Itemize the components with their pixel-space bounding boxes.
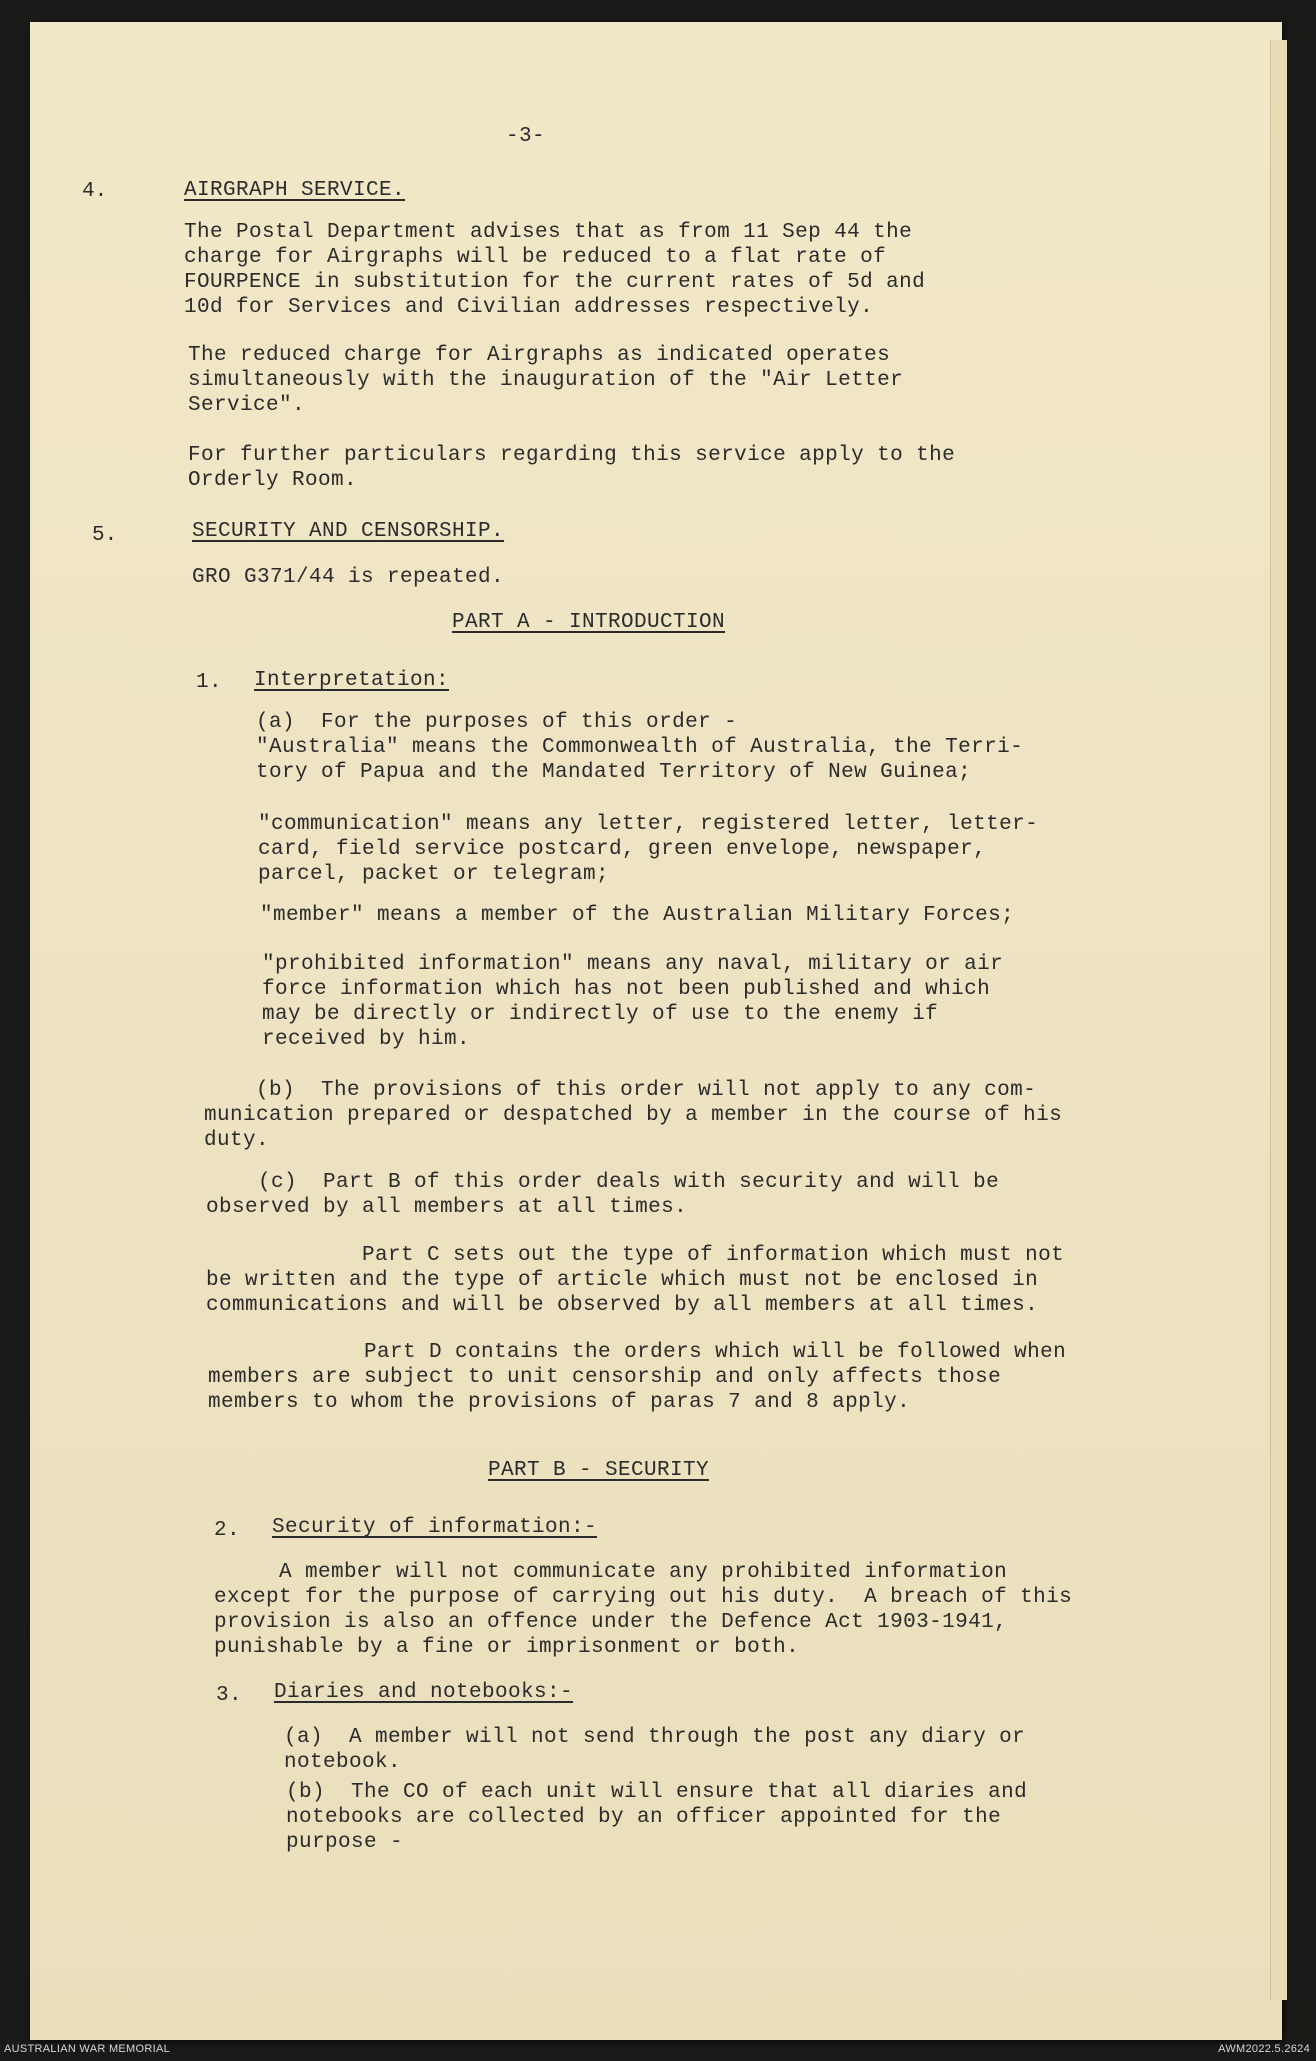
item-3-heading: Diaries and notebooks:-: [274, 1681, 574, 1704]
paragraph-part-c: Part C sets out the type of information which must not be written and the type of article which must not be enclosed in communications and will be observed by all members at all times.: [206, 1244, 1065, 1317]
item-2-heading: Security of information:-: [272, 1516, 598, 1539]
paragraph-b: (b) The provisions of this order will not apply to any com- munication prepared or despatched by a member in the course of his duty.: [204, 1079, 1063, 1152]
section-4-number: 4.: [82, 180, 108, 203]
gro-reference: GRO G371/44 is repeated.: [192, 566, 505, 589]
page-edge: [1270, 40, 1287, 2000]
item-3-a: (a) A member will not send through the post any diary or notebook.: [284, 1726, 1026, 1774]
section-5-number: 5.: [92, 524, 118, 547]
item-3-number: 3.: [216, 1684, 243, 1707]
item-1-number: 1.: [196, 671, 223, 694]
definition-communication: "communication" means any letter, registered letter, letter- card, field service postcard, green envelope, newspaper, parcel, packet or telegram;: [258, 813, 1039, 886]
section-4-paragraph-2: The reduced charge for Airgraphs as indicated operates simultaneously with the inauguration of the "Air Letter Service".: [188, 344, 904, 417]
part-a-heading: PART A - INTRODUCTION: [452, 611, 726, 634]
item-1-heading: Interpretation:: [254, 669, 450, 692]
footer-left: AUSTRALIAN WAR MEMORIAL: [4, 2043, 171, 2055]
item-3-b: (b) The CO of each unit will ensure that all diaries and notebooks are collected by an officer appointed for the purpose -: [286, 1781, 1028, 1854]
definition-australia: (a) For the purposes of this order - "Australia" means the Commonwealth of Australia, the Terri- tory of Papua and the Mandated Territory of New Guinea;: [256, 711, 1024, 784]
part-b-heading: PART B - SECURITY: [488, 1459, 710, 1482]
definition-prohibited-information: "prohibited information" means any naval, military or air force information which has not been published and which may be directly or indirectly of use to the enemy if received by him.: [262, 953, 1004, 1051]
paragraph-part-d: Part D contains the orders which will be followed when members are subject to unit censorship and only affects those members to whom the provisions of paras 7 and 8 apply.: [208, 1341, 1067, 1414]
section-4-paragraph-1: The Postal Department advises that as from 11 Sep 44 the charge for Airgraphs will be reduced to a flat rate of FOURPENCE in substitution for the current rates of 5d and 10d for Services and Civilian addresses respectively.: [184, 221, 926, 319]
section-4-heading: AIRGRAPH SERVICE.: [184, 179, 406, 202]
definition-member: "member" means a member of the Australian Military Forces;: [260, 904, 1015, 927]
page-number: -3-: [506, 125, 546, 148]
item-2-text: A member will not communicate any prohibited information except for the purpose of carrying out his duty. A breach of this provision is also an offence under the Defence Act 1903-1941, punishable by a fine or imprisonment or both.: [214, 1561, 1073, 1659]
section-4-paragraph-3: For further particulars regarding this service apply to the Orderly Room.: [188, 444, 956, 492]
footer-right: AWM2022.5.2624: [1218, 2043, 1310, 2055]
section-5-heading: SECURITY AND CENSORSHIP.: [192, 520, 505, 543]
paragraph-c: (c) Part B of this order deals with security and will be observed by all members at all times.: [206, 1171, 1000, 1219]
item-2-number: 2.: [214, 1519, 241, 1542]
